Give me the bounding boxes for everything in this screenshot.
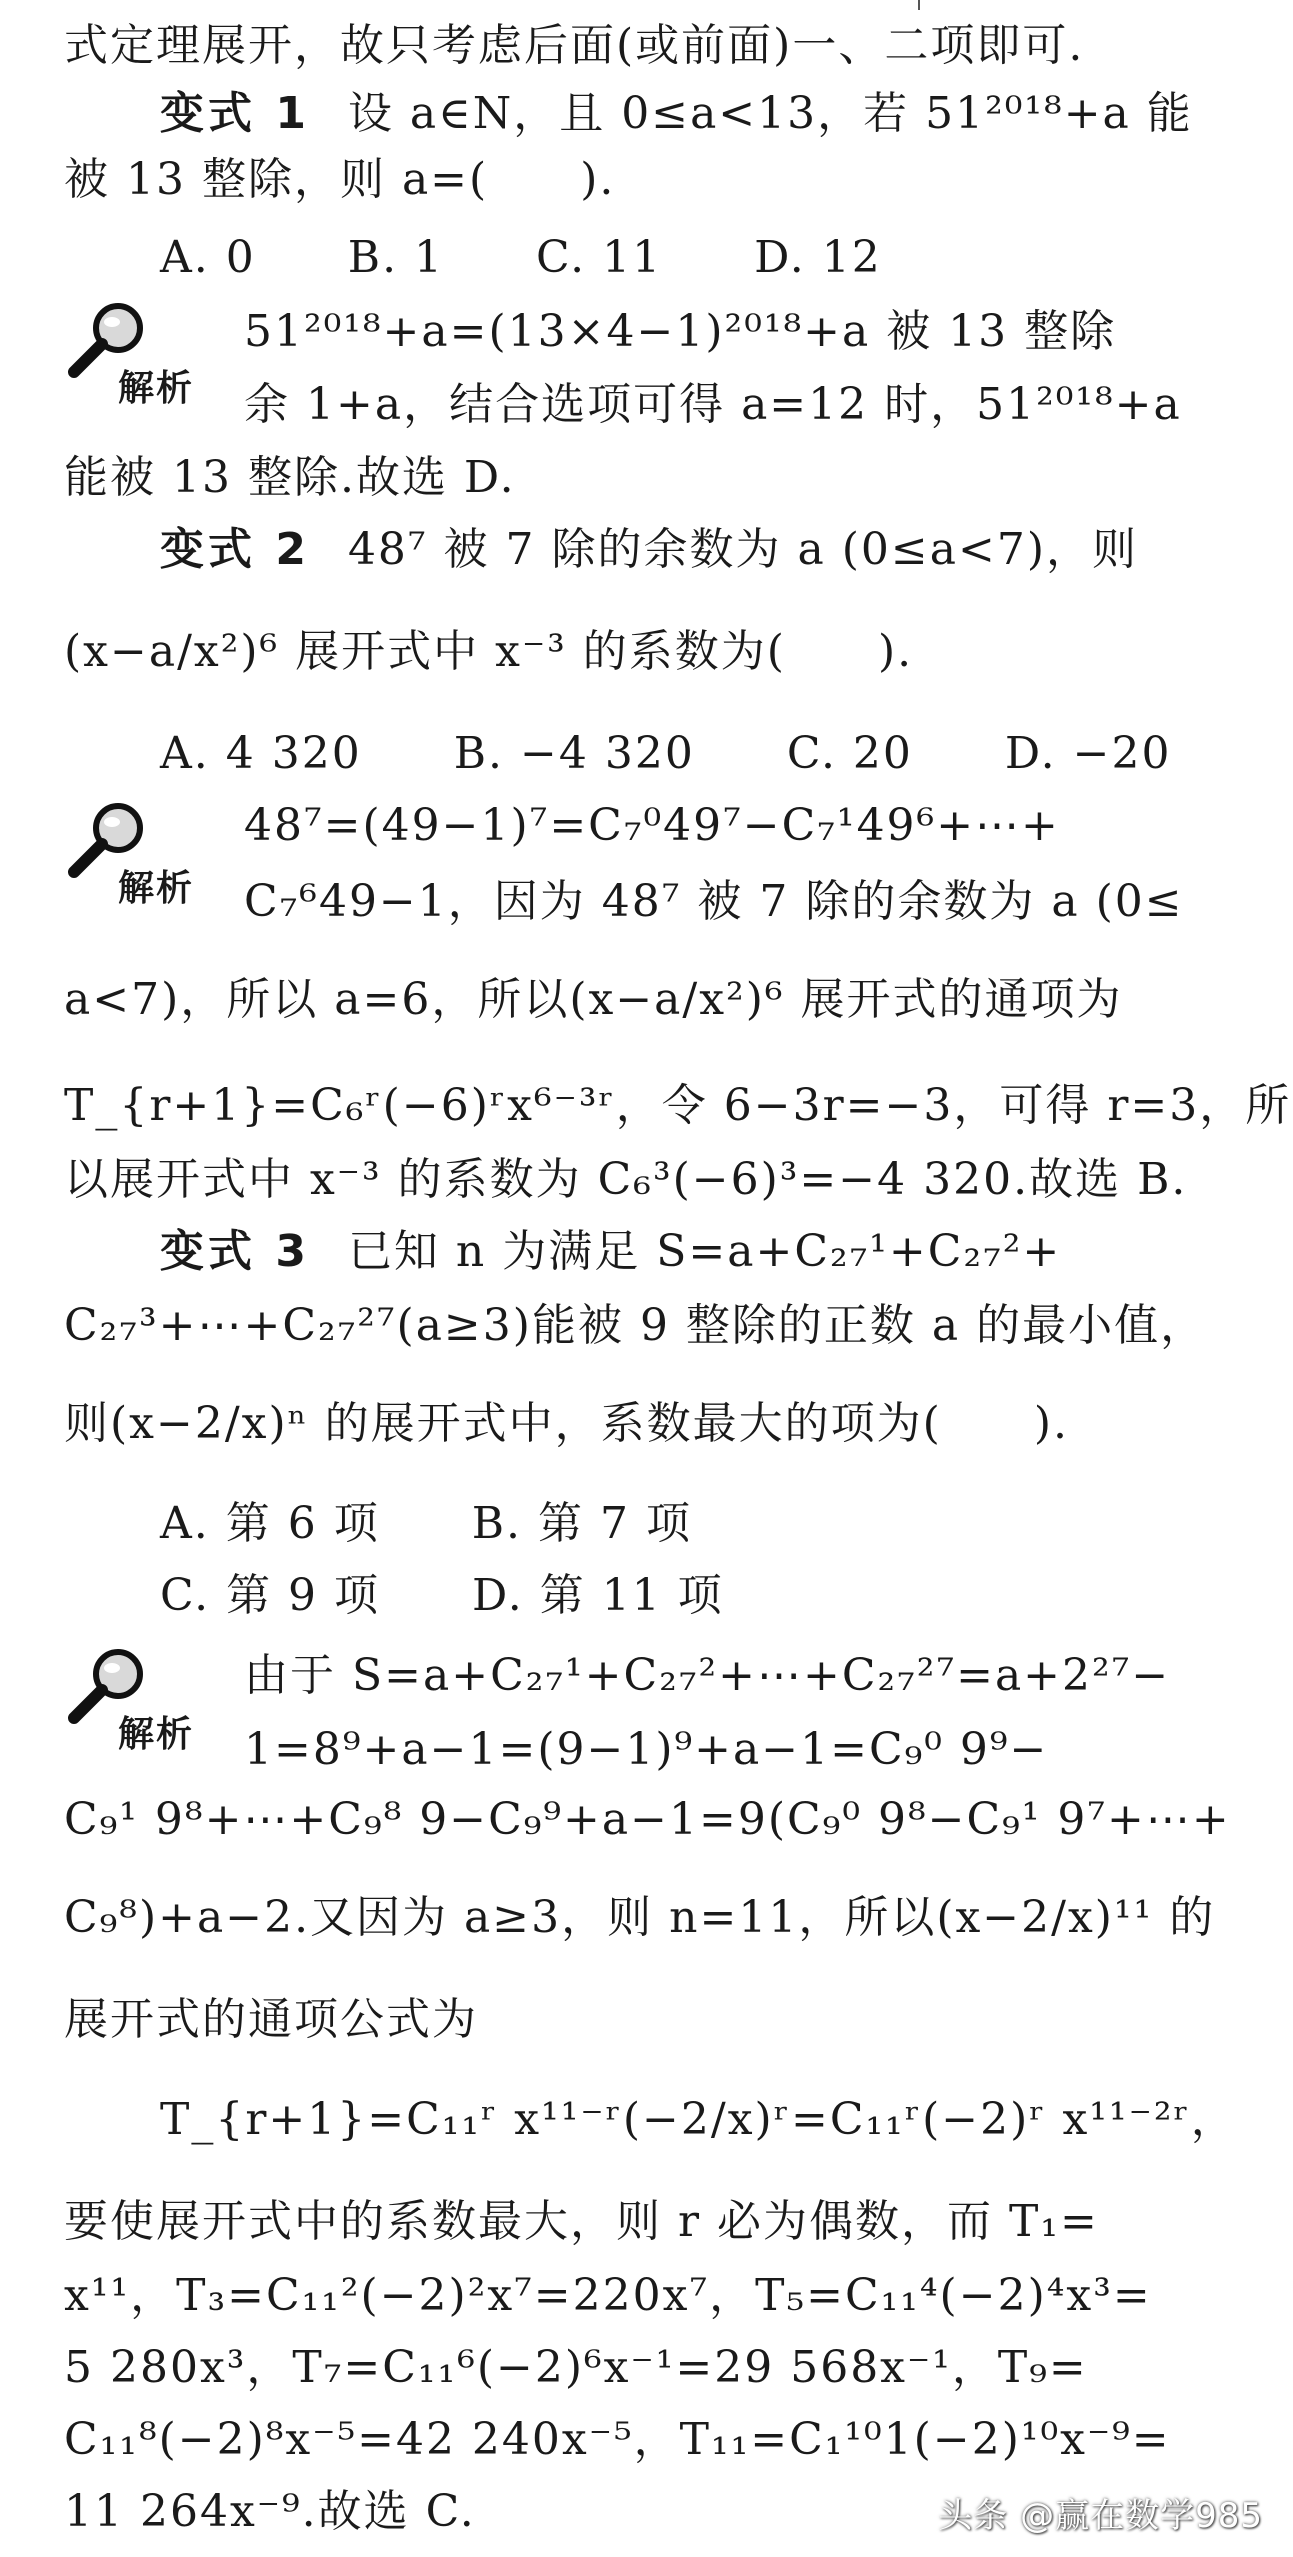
text-line: T_{r+1}=C₆ʳ(−6)ʳx⁶⁻³ʳ，令 6−3r=−3，可得 r=3，所 <box>64 1080 1292 1131</box>
text-line: C₇⁶49−1，因为 48⁷ 被 7 除的余数为 a (0≤ <box>244 876 1184 927</box>
variant-label: 变式 2 <box>160 524 310 575</box>
text-line: 展开式的通项公式为 <box>64 1994 478 2045</box>
variant-3-heading <box>160 1222 1250 1282</box>
watermark: 头条 @赢在数学985 <box>938 2496 1263 2536</box>
formula-line: T_{r+1}=C₁₁ʳ x¹¹⁻ʳ(−2/x)ʳ=C₁₁ʳ(−2)ʳ x¹¹⁻²ʳ， <box>160 2094 1237 2145</box>
text-line: 48⁷ 被 7 除的余数为 a (0≤a<7)，则 <box>347 524 1139 575</box>
text-line: C₉⁸)+a−2.又因为 a≥3，则 n=11，所以(x−2/x)¹¹ 的 <box>64 1892 1216 1943</box>
text-line: 51²⁰¹⁸+a=(13×4−1)²⁰¹⁸+a 被 13 整除 <box>244 306 1117 357</box>
analysis-icon <box>62 300 212 410</box>
text-line: 式定理展开，故只考虑后面(或前面)一、二项即可. <box>64 20 1085 71</box>
analysis-label: 解析 <box>118 368 195 409</box>
text-line: (x−a/x²)⁶ 展开式中 x⁻³ 的系数为( ). <box>64 626 914 677</box>
analysis-icon <box>62 800 212 910</box>
text-line: C₁₁⁸(−2)⁸x⁻⁵=42 240x⁻⁵，T₁₁=C₁¹⁰1(−2)¹⁰x⁻⁹= <box>64 2414 1171 2465</box>
options-line: A. 0 B. 1 C. 11 D. 12 <box>160 232 882 283</box>
text-line: 则(x−2/x)ⁿ 的展开式中，系数最大的项为( ). <box>64 1398 1069 1449</box>
text-line: 已知 n 为满足 S=a+C₂₇¹+C₂₇²+ <box>347 1226 1062 1277</box>
text-line: 1=8⁹+a−1=(9−1)⁹+a−1=C₉⁰ 9⁹− <box>244 1724 1049 1775</box>
text-line: x¹¹，T₃=C₁₁²(−2)²x⁷=220x⁷，T₅=C₁₁⁴(−2)⁴x³= <box>64 2270 1152 2321</box>
page-edge-mark <box>918 0 920 10</box>
text-line: a<7)，所以 a=6，所以(x−a/x²)⁶ 展开式的通项为 <box>64 974 1123 1025</box>
text-line: C₂₇³+⋯+C₂₇²⁷(a≥3)能被 9 整除的正数 a 的最小值， <box>64 1300 1207 1351</box>
analysis-label: 解析 <box>118 868 195 909</box>
options-line: A. 第 6 项 B. 第 7 项 <box>160 1498 692 1549</box>
variant-2-heading <box>160 520 1250 580</box>
text-line: 设 a∈N，且 0≤a<13，若 51²⁰¹⁸+a 能 <box>347 88 1193 139</box>
text-line: 能被 13 整除.故选 D. <box>64 452 516 503</box>
text-line: 要使展开式中的系数最大，则 r 必为偶数，而 T₁= <box>64 2196 1099 2247</box>
variant-label: 变式 1 <box>160 88 310 139</box>
options-line: C. 第 9 项 D. 第 11 项 <box>160 1570 724 1621</box>
text-line: 5 280x³，T₇=C₁₁⁶(−2)⁶x⁻¹=29 568x⁻¹，T₉= <box>64 2342 1088 2393</box>
text-line: 被 13 整除，则 a=( ). <box>64 154 616 205</box>
text-line: C₉¹ 9⁸+⋯+C₉⁸ 9−C₉⁹+a−1=9(C₉⁰ 9⁸−C₉¹ 9⁷+⋯+ <box>64 1794 1231 1845</box>
analysis-label: 解析 <box>118 1714 195 1755</box>
options-line: A. 4 320 B. −4 320 C. 20 D. −20 <box>160 728 1172 779</box>
text-line: 余 1+a，结合选项可得 a=12 时，51²⁰¹⁸+a <box>244 379 1182 430</box>
variant-label: 变式 3 <box>160 1226 310 1277</box>
text-line: 48⁷=(49−1)⁷=C₇⁰49⁷−C₇¹49⁶+⋯+ <box>244 800 1060 851</box>
variant-1-heading <box>160 84 1250 144</box>
text-line: 由于 S=a+C₂₇¹+C₂₇²+⋯+C₂₇²⁷=a+2²⁷− <box>244 1650 1171 1701</box>
text-line: 以展开式中 x⁻³ 的系数为 C₆³(−6)³=−4 320.故选 B. <box>64 1154 1188 1205</box>
text-line: 11 264x⁻⁹.故选 C. <box>64 2486 476 2537</box>
analysis-icon <box>62 1646 212 1756</box>
